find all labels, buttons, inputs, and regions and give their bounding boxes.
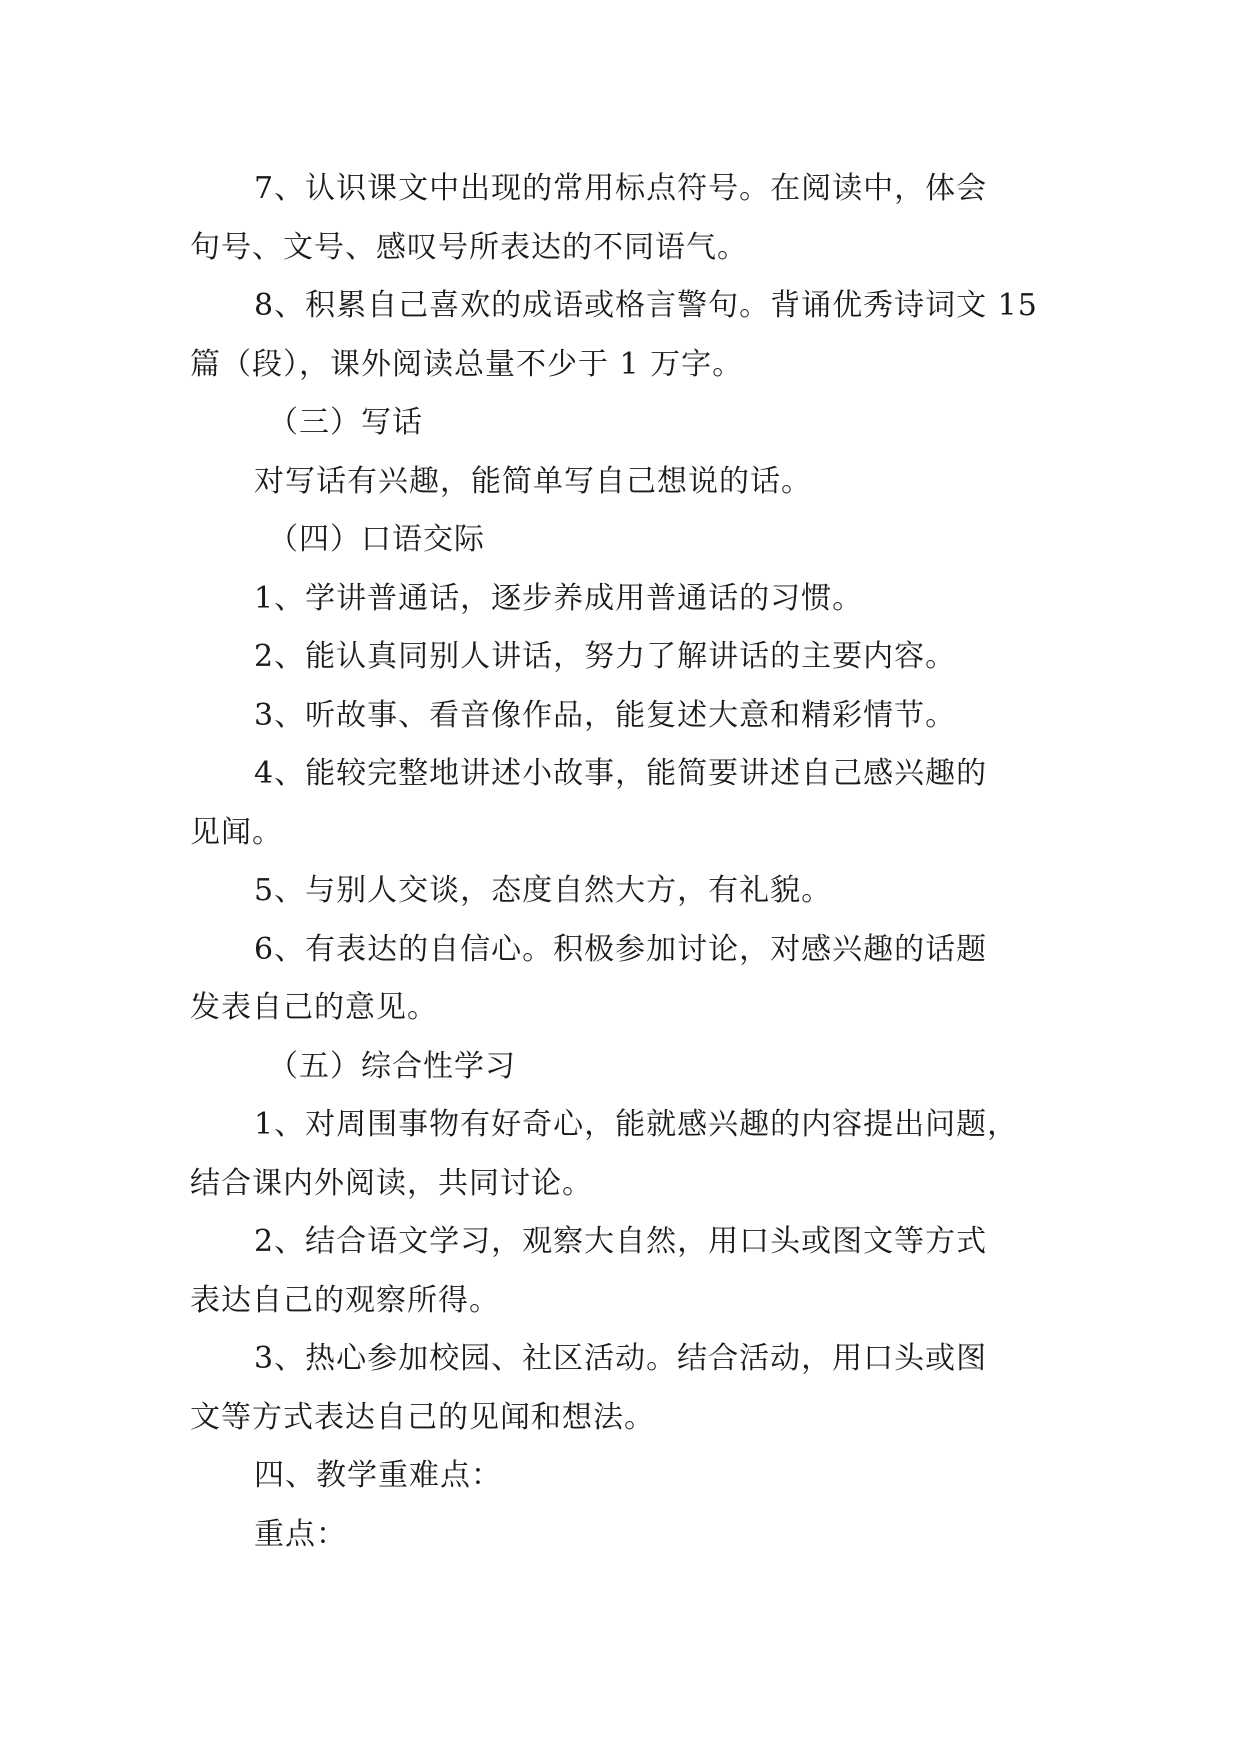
section-heading-writing [190,394,1052,453]
text-line: 文等方式表达自己的见闻和想法。 [190,1399,655,1435]
heading-text: （三）写话 [268,405,423,440]
document-page [190,160,1052,1564]
paragraph-oral-4 [190,745,1052,862]
text-line: 结合课内外阅读，共同讨论。 [190,1165,593,1201]
text-line: 5、与别人交谈，态度自然大方，有礼貌。 [254,873,833,908]
paragraph-comprehensive-1 [190,1096,1052,1213]
text-line: 7、认识课文中出现的常用标点符号。在阅读中，体会 [254,171,988,206]
paragraph-8-accumulation [190,277,1052,394]
heading-text: 四、教学重难点： [254,1458,502,1493]
section-heading-teaching-focus [190,1447,1052,1506]
paragraph-oral-3 [190,687,1052,746]
paragraph-comprehensive-3 [190,1330,1052,1447]
text-line: 2、结合语文学习，观察大自然，用口头或图文等方式 [254,1224,988,1259]
heading-text: （五）综合性学习 [268,1048,516,1084]
paragraph-comprehensive-2 [190,1213,1052,1330]
text-line: 表达自己的观察所得。 [190,1282,500,1318]
text-line: 6、有表达的自信心。积极参加讨论，对感兴趣的话题 [254,931,988,967]
section-heading-oral-communication [190,511,1052,570]
text-line: 1、对周围事物有好奇心，能就感兴趣的内容提出问题， [254,1107,1019,1142]
paragraph-oral-5 [190,862,1052,921]
text-line: 见闻。 [190,814,283,850]
text-line: 3、听故事、看音像作品，能复述大意和精彩情节。 [254,697,957,733]
text-line: 1、学讲普通话，逐步养成用普通话的习惯。 [254,580,864,616]
paragraph-oral-1 [190,570,1052,629]
text-line: 对写话有兴趣，能简单写自己想说的话。 [254,463,812,499]
paragraph-oral-6 [190,921,1052,1038]
text-line: 3、热心参加校园、社区活动。结合活动，用口头或图 [254,1341,988,1376]
text-line: 篇（段），课外阅读总量不少于 1 万字。 [190,346,744,382]
text-line: 重点： [254,1516,347,1552]
paragraph-oral-2 [190,628,1052,687]
paragraph-key-points [190,1506,1052,1565]
text-line: 8、积累自己喜欢的成语或格言警句。背诵优秀诗词文 15 [254,288,1038,323]
text-line: 发表自己的意见。 [190,990,438,1025]
heading-text: （四）口语交际 [268,522,485,557]
section-heading-comprehensive-learning [190,1038,1052,1097]
paragraph-writing-interest [190,453,1052,512]
text-line: 句号、文号、感叹号所表达的不同语气。 [190,229,748,265]
text-line: 4、能较完整地讲述小故事，能简要讲述自己感兴趣的 [254,756,988,791]
text-line: 2、能认真同别人讲话，努力了解讲话的主要内容。 [254,639,957,674]
paragraph-7-punctuation [190,160,1052,277]
